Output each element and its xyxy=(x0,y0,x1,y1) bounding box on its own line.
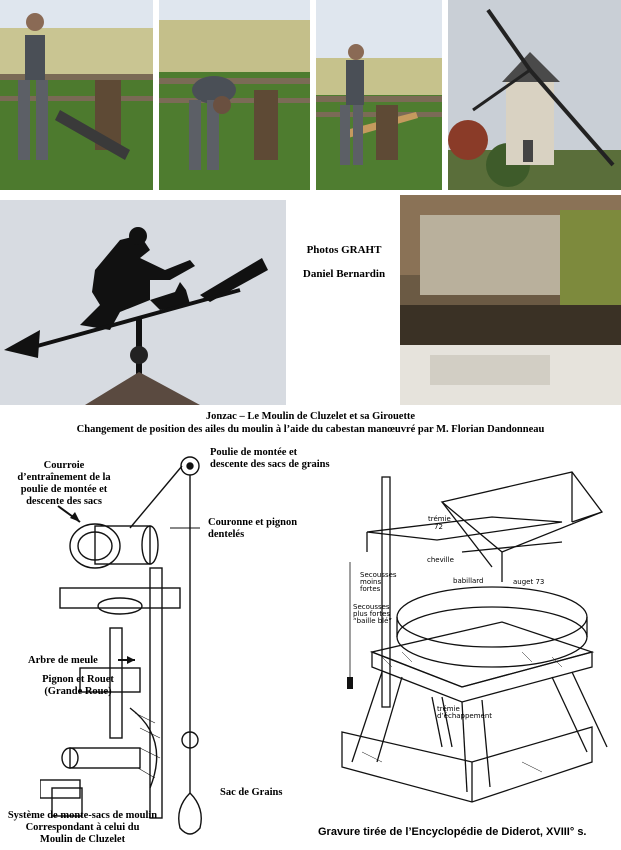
label-poulie xyxy=(210,447,330,471)
photo-capstan-2 xyxy=(159,0,310,190)
left-caption-line-1: Système de monte-sacs de moulin xyxy=(7,810,158,821)
secousses-moins-line-2: moins xyxy=(360,578,382,586)
left-caption-line-2: Correspondant à celui du xyxy=(25,822,140,833)
label-poulie-line-1: Poulie de montée et xyxy=(210,447,298,458)
label-poulie-line-2: descente des sacs de grains xyxy=(210,459,330,470)
label-couronne xyxy=(208,517,297,541)
secousses-plus-line-3: “baille blé” xyxy=(353,617,393,625)
label-courroie-line-3: poulie de montée et xyxy=(20,484,108,495)
engraving-label-tremie: trémie xyxy=(428,515,451,523)
secousses-moins-line-3: fortes xyxy=(360,585,381,593)
engraving-label-tremie-num: 72 xyxy=(434,523,443,531)
left-diagram-caption xyxy=(0,810,165,846)
label-courroie xyxy=(8,460,120,508)
left-caption-line-3: Moulin de Cluzelet xyxy=(39,834,126,845)
label-couronne-line-2: dentelés xyxy=(208,529,245,540)
label-couronne-line-1: Couronne et pignon xyxy=(208,517,298,528)
secousses-plus-line-1: Secousses xyxy=(353,603,390,611)
photo-capstan-1 xyxy=(0,0,153,190)
engraving-label-cheville: cheville xyxy=(427,556,454,564)
tremie-echappement-line-1: trémie xyxy=(437,705,460,713)
main-caption-subtitle: Changement de position des ailes du moulin à l’aide du cabestan manœuvré par M. Florian Dandonneau xyxy=(76,424,545,435)
label-courroie-line-2: d’entraînement de la xyxy=(17,472,111,483)
diderot-engraving-drawing xyxy=(322,462,617,822)
label-arbre-de-meule: Arbre de meule xyxy=(28,655,98,666)
secousses-plus-line-2: plus fortes xyxy=(353,610,391,618)
label-pignon-line-2: (Grande Roue) xyxy=(44,686,112,697)
secousses-moins-line-1: Secousses xyxy=(360,571,397,579)
engraving-label-secousses-moins xyxy=(360,572,397,593)
photo-credit-line-1: Photos GRAHT xyxy=(306,244,382,256)
engraving-label-auget: auget 73 xyxy=(513,578,545,586)
label-pignon-line-1: Pignon et Rouet xyxy=(42,674,114,685)
label-courroie-line-4: descente des sacs xyxy=(26,496,102,507)
engraving-caption: Gravure tirée de l’Encyclopédie de Diderot, XVIII° s. xyxy=(318,826,587,838)
engraving-label-babillard: babillard xyxy=(453,577,484,585)
engraving-label-tremie-echappement xyxy=(437,706,492,720)
label-courroie-line-1: Courroie xyxy=(43,460,85,471)
photo-credit-line-2: Daniel Bernardin xyxy=(302,268,386,280)
tremie-echappement-line-2: d’échappement xyxy=(437,712,493,720)
photo-capstan-3 xyxy=(316,0,442,190)
photo-windmill xyxy=(448,0,621,190)
photo-weathervane xyxy=(0,200,286,405)
main-caption-title: Jonzac – Le Moulin de Cluzelet et sa Girouette xyxy=(205,411,416,422)
engraving-label-secousses-plus xyxy=(353,604,392,625)
label-sac-de-grains: Sac de Grains xyxy=(220,787,283,798)
photo-millstone xyxy=(400,195,621,405)
label-pignon-rouet xyxy=(28,674,128,698)
